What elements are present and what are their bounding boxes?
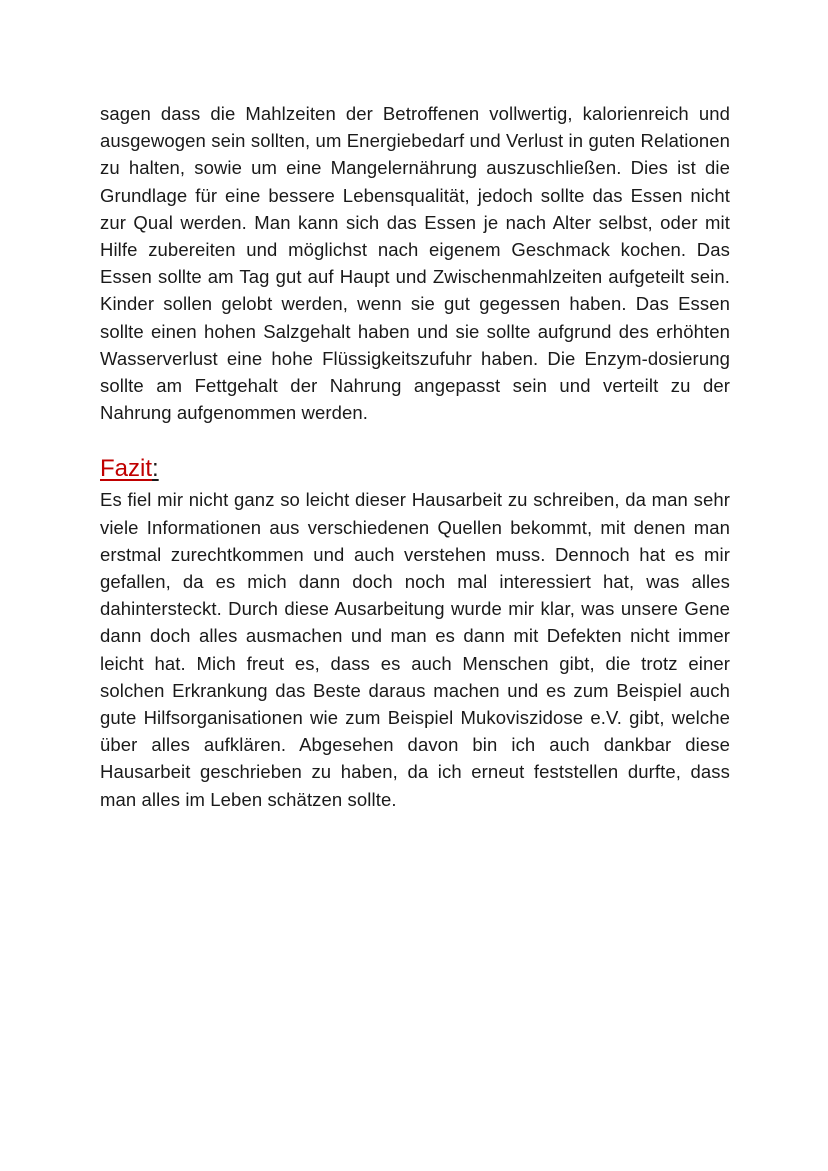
- paragraph-nutrition: sagen dass die Mahlzeiten der Betroffenen vollwertig, kalorienreich und ausgewogen sein sollten, um Energiebedarf und Verlust in guten Relationen zu halten, sowie um eine Mangelernährung auszuschließen. Dies ist die Grundlage für eine bessere Lebensqualität, jedoch sollte das Essen nicht zur Qual werden. Man kann sich das Essen je nach Alter selbst, oder mit Hilfe zubereiten und möglichst nach eigenem Geschmack kochen. Das Essen sollte am Tag gut auf Haupt und Zwischenmahlzeiten aufgeteilt sein. Kinder sollen gelobt werden, wenn sie gut gegessen haben. Das Essen sollte einen hohen Salzgehalt haben und sie sollte aufgrund des erhöhten Wasserverlust eine hohe Flüssigkeitszufuhr haben. Die Enzym-dosierung sollte am Fettgehalt der Nahrung angepasst sein und verteilt zu der Nahrung aufgenommen werden.: [100, 103, 730, 424]
- paragraph-fazit: Es fiel mir nicht ganz so leicht dieser Hausarbeit zu schreiben, da man sehr viele Informationen aus verschiedenen Quellen bekommt, mit denen man erstmal zurechtkommen und auch verstehen muss. Dennoch hat es mir gefallen, da es mich dann doch noch mal interessiert hat, was alles dahintersteckt. Durch diese Ausarbeitung wurde mir klar, was unsere Gene dann doch alles ausmachen und man es dann mit Defekten nicht immer leicht hat. Mich freut es, dass es auch Menschen gibt, die trotz einer solchen Erkrankung das Beste daraus machen und es zum Beispiel auch gute Hilfsorganisationen wie zum Beispiel Mukoviszidose e.V. gibt, welche über alles aufklären. Abgesehen davon bin ich auch dankbar diese Hausarbeit geschrieben zu haben, da ich erneut feststellen durfte, dass man alles im Leben schätzen sollte.: [100, 489, 730, 810]
- document-body: [100, 100, 730, 813]
- heading-colon: :: [152, 455, 159, 483]
- heading-word: Fazit: [100, 455, 153, 483]
- section-heading-fazit: [100, 454, 730, 484]
